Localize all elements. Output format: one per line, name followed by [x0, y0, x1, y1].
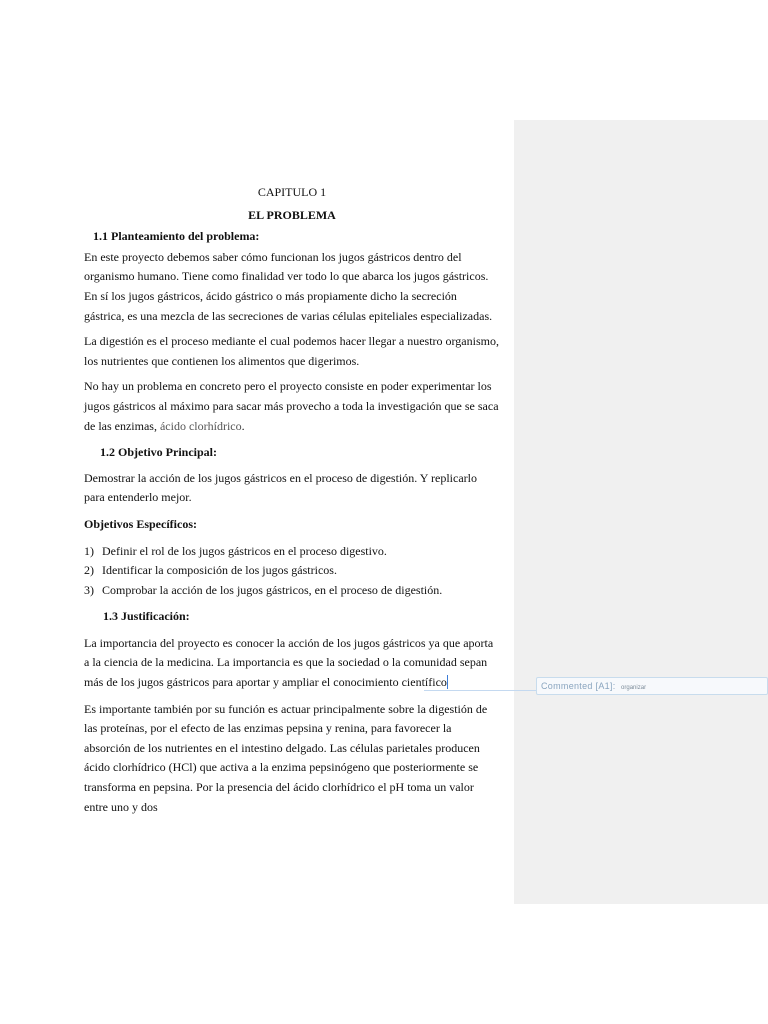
paragraph-justificacion-1 [84, 634, 500, 693]
section-heading-1-1: 1.1 Planteamiento del problema: [93, 229, 260, 244]
section-heading-1-2: 1.2 Objetivo Principal: [100, 445, 217, 460]
list-item-number: 1) [84, 543, 94, 558]
paragraph-objetivo-principal: Demostrar la acción de los jugos gástricos en el proceso de digestión. Y replicarlo para entenderlo mejor. [84, 470, 477, 505]
paragraph-justificacion-1-text: La importancia del proyecto es conocer la acción de los jugos gástricos ya que aporta a la ciencia de la medicina. La importancia es que la sociedad o la comunidad sepan más de los jugos gástricos para aportar y ampliar el conocimiento [84, 635, 494, 690]
comment-text: organizar [621, 685, 647, 691]
paragraph-planteamiento-3-end: . [241, 418, 245, 433]
acido-clorhidrico-term: ácido clorhídrico [159, 418, 242, 433]
document-body [84, 183, 500, 823]
comments-pane [514, 120, 768, 904]
list-item-text: Identificar la composición de los jugos gástricos. [102, 563, 337, 578]
list-item-text: Definir el rol de los jugos gástricos en el proceso digestivo. [102, 543, 387, 558]
list-item [84, 542, 500, 562]
comment-author: Commented [A1]: [541, 681, 616, 691]
list-item-text: Comprobar la acción de los jugos gástricos, en el proceso de digestión. [102, 582, 443, 597]
paragraph-planteamiento-2: La digestión es el proceso mediante el cual podemos hacer llegar a nuestro organismo, los nutrientes que contienen los alimentos que digerimos. [84, 334, 499, 368]
chapter-title: CAPITULO 1 [257, 185, 327, 199]
document-title: EL PROBLEMA [248, 207, 336, 222]
list-item [84, 581, 500, 601]
section-heading-1-3: 1.3 Justificación: [103, 609, 190, 624]
list-item [84, 561, 500, 581]
paragraph-planteamiento-1: En este proyecto debemos saber cómo funcionan los jugos gástricos dentro del organismo humano. Tiene como finalidad ver todo lo que abarca los jugos gástricos. En sí los jugos gástricos, ácido gástrico o más propiamente dicho la secreción gástrica, es una mezcla de las secreciones de varias células epiteliales especializadas. [84, 249, 493, 323]
paragraph-justificacion-2: Es importante también por su función es actuar principalmente sobre la digestión de las proteínas, por el efecto de las enzimas pepsina y renina, para favorecer la absorción de los nutrientes en el intestino delgado. Las células parietales producen ácido clorhídrico (HCl) que activa a la enzima pepsinógeno que posteriormente se transforma en pepsina. Por la presencia del ácido clorhídrico el pH toma un valor entre uno y dos [84, 701, 488, 814]
list-item-number: 3) [84, 582, 94, 597]
paragraph-planteamiento-3-text: No hay un problema en concreto pero el proyecto consiste en poder experimentar los jugos gástricos al máximo para sacar más provecho a toda la investigación que se saca de las enzimas, [84, 379, 499, 433]
commented-word[interactable]: científico [401, 675, 447, 690]
objetivos-list [84, 542, 500, 601]
paragraph-planteamiento-3 [84, 377, 500, 436]
comment-balloon[interactable] [536, 677, 768, 695]
objetivos-especificos-heading: Objetivos Específicos: [84, 516, 197, 531]
list-item-number: 2) [84, 563, 94, 578]
